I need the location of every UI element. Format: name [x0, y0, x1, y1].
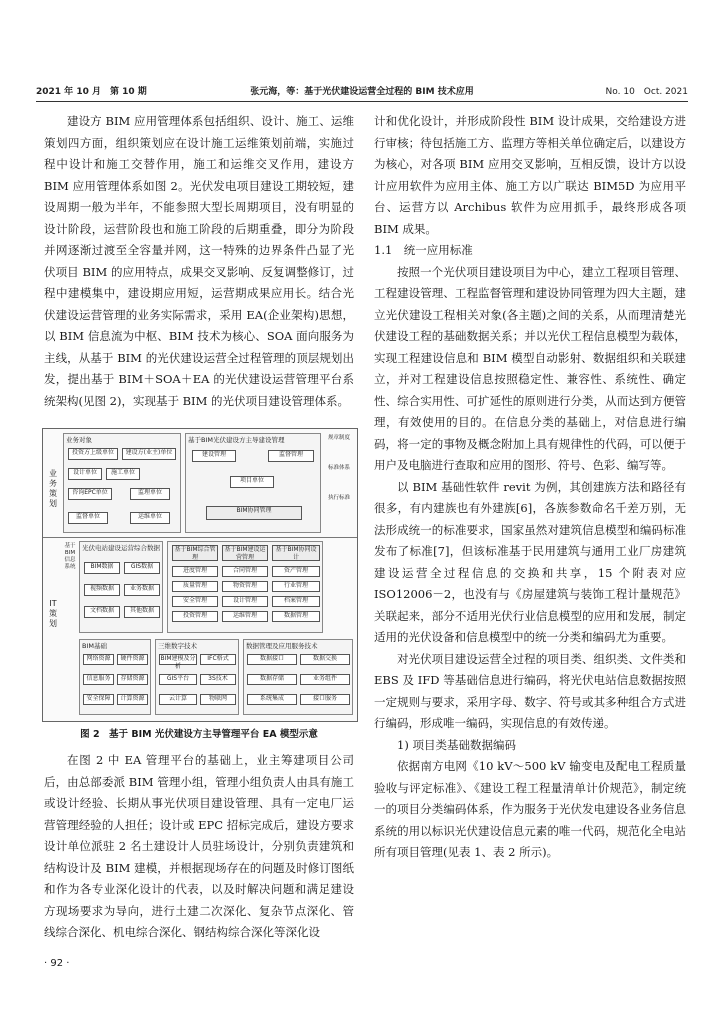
data-box: 其他数据: [124, 606, 160, 618]
platform-box: BIM协同管理: [206, 506, 302, 520]
stakeholder-box: 咨询EPC单位: [68, 488, 112, 500]
module-box: 数据管理: [272, 611, 320, 622]
platform-box: 建设管理: [192, 450, 236, 462]
page-number: · 92 ·: [44, 958, 70, 969]
module-header: 基于BIM建设运营管理: [222, 545, 268, 561]
data-box: 业务数据: [124, 584, 160, 596]
section-heading-1-1: 1.1 统一应用标准: [374, 243, 473, 257]
tech-box: 3S技术: [200, 674, 236, 685]
standards-label: 执行标准: [327, 495, 350, 501]
module-box: 设计管理: [222, 596, 268, 607]
module-box: 档案管理: [272, 596, 320, 607]
tech-box: BIM建模及分析: [160, 655, 196, 670]
header-rule: [36, 101, 688, 102]
base-box: 计算资源: [117, 694, 148, 705]
service-box: 数据接口: [247, 654, 297, 665]
service-box: 数据存储: [247, 674, 297, 685]
bim-base-title: BIM基础: [82, 642, 107, 650]
data-box: BIM数据: [84, 562, 120, 574]
side-label-it: IT策划: [49, 599, 57, 628]
tech-box: IFC格式: [200, 654, 236, 665]
service-box: 接口服务: [300, 694, 350, 705]
platform-group: [185, 433, 321, 533]
bim-info-system-label: 基于 BIM 信息系统: [64, 543, 76, 570]
module-box: 质量管理: [172, 581, 218, 592]
paragraph-design-results: 计和优化设计，并形成阶段性 BIM 设计成果，交给建设方进行审核；待包括施工方、监理方等相关单位确定后，以建设方为核心，对各项 BIM 应用交叉影响，互相反馈，设计方以设计应用软件为应用主体、施工方以广联达 BIM5D 为应用平台、运营方以 Archibus 软件为应用抓手，最终形成各项 BIM 成果。: [374, 114, 686, 236]
header-title: 张元海，等：基于光伏建设运营全过程的 BIM 技术应用: [250, 87, 474, 97]
data-group-title: 光伏电站建设运营综合数据: [82, 544, 160, 552]
module-box: 进度管理: [172, 566, 218, 577]
module-box: 投资管理: [172, 611, 218, 622]
stakeholder-box: 投资方上级单位: [68, 448, 118, 460]
stakeholder-box: 施工单位: [106, 468, 140, 480]
header-issue-en: No. 10 Oct. 2021: [605, 87, 688, 97]
business-objects-group: [63, 433, 181, 533]
paragraph-encoding: 对光伏项目建设运营全过程的项目类、组织类、文件类和 EBS 及 IFD 等基础信息进行编码，将光伏电站信息数据按照一定规则与要求，采用字母、数字、符号或其多种组合方式进行编码，形成唯一编码，实现信息的有效传递。: [374, 651, 686, 730]
data-box: 视频数据: [84, 584, 120, 596]
stakeholder-box: 监督单位: [68, 512, 108, 524]
data-service-group: [243, 639, 353, 715]
modules-group: [167, 541, 323, 633]
standards-label: 标准体系: [327, 465, 350, 471]
right-column: [374, 111, 686, 864]
tech-box: 云计算: [159, 694, 197, 705]
side-label-business: 业务策划: [49, 469, 57, 508]
figure-caption: 图 2 基于 BIM 光伏建设方主导管理平台 EA 模型示意: [80, 729, 318, 740]
platform-title: 基于BIM光伏建设方主导建设管理: [188, 436, 285, 444]
bim-base-group: [79, 639, 151, 715]
service-box: 数据交换: [300, 654, 350, 665]
module-box: 运维管理: [222, 611, 268, 622]
platform-box: 监督管理: [268, 450, 314, 462]
base-box: 硬件资源: [117, 654, 148, 665]
stakeholder-box: 运维单位: [130, 512, 170, 524]
module-box: 行业管理: [272, 581, 320, 592]
standards-label: 规章制度: [327, 435, 350, 441]
tech-group: [155, 639, 239, 715]
tech-title: 三维数字技术: [158, 642, 197, 650]
left-column-bottom: [44, 750, 354, 944]
paragraph-ea-intro: 建设方 BIM 应用管理体系包括组织、设计、施工、运维策划四方面，组织策划应在设计施工运维策划前端，实施过程中设计和施工交替作用，施工和运维交叉作用，建设方 BIM 应用管理体系如图 2。光伏发电项目建设工期较短，建设周期一般为半年，不能参照大型长周期项目，没有明显的设计阶段，运营阶段也和施工阶段的后期重叠，即分为阶段并网逐渐过渡至全容量并网，这一特殊的边界条件凸显了光伏项目 BIM 的应用特点，成果交叉影响、反复调整修订，过程中建模集中，建设期应用短，运营期成果应用长。结合光伏建设运营管理的业务实际需求，采用 EA(企业架构)思想，以 BIM 信息流为中枢、BIM 技术为核心、SOA 面向服务为主线，从基于 BIM 的光伏建设运营全过程管理的顶层规划出发，提出基于 BIM＋SOA＋EA 的光伏建设运营管理平台系统架构(见图 2)，实现基于 BIM 的光伏项目建设管理体系。: [44, 114, 354, 408]
figure-divider: [43, 537, 357, 538]
module-header: 基于BIM综合管理: [172, 545, 218, 561]
platform-box: 项目单位: [230, 476, 274, 488]
paragraph-unified-standard: 按照一个光伏项目建设项目为中心，建立工程项目管理、工程建设管理、工程监督管理和建设协同管理为四大主题，建立光伏建设工程相关对象(各主题)之间的关系，从而理清楚光伏建设工程的基础数据关系；并以光伏工程信息模型为载体，实现工程建设信息和 BIM 模型自动影射、数据组织和关联建立，并对工程建设信息按照稳定性、兼容性、系统性、确定性、综合实用性、可扩延性的原则进行分类，从而达到方便管理，有效使用的目的。在信息分类的基础上，对信息进行编码，将一定的事物及概念附加上具有规律性的代码，可以便于用户及电脑进行查取和应用的图形、符号、色彩、编写等。: [374, 264, 686, 472]
stakeholder-box: 监理单位: [130, 488, 170, 500]
left-column-top: [44, 111, 354, 412]
module-box: 资产管理: [272, 566, 320, 577]
data-box: GIS数据: [124, 562, 160, 574]
header-issue: 2021 年 10 月 第 10 期: [36, 87, 147, 97]
module-header: 基于BIM协同设计: [272, 545, 320, 561]
module-box: 合同管理: [222, 566, 268, 577]
base-box: 网络资源: [83, 654, 114, 665]
module-box: 物资管理: [222, 581, 268, 592]
running-header: [36, 80, 688, 100]
tech-box: 物联网: [200, 694, 236, 705]
data-service-title: 数据管理及应用服务技术: [246, 642, 318, 650]
paragraph-bim-team: 在图 2 中 EA 管理平台的基础上，业主筹建项目公司后，由总部委派 BIM 管理小组，管理小组负责人由具有施工或设计经验、长期从事光伏项目建设管理、具有一定电厂运营管理经验的人担任；设计或 EPC 招标完成后，建设方要求设计单位派驻 2 名土建设计人员驻场设计，分别负责建筑和结构设计及 BIM 建模，并根据现场存在的问题及时修订图纸和作为各专业深化设计的代表，以及时解决问题和满足建设方现场要求为导向，进行土建二次深化、复杂节点深化、管线综合深化、机电综合深化、钢结构综合深化等深化设: [44, 753, 354, 939]
figure-2-ea-model: [42, 428, 358, 722]
subheading-project-coding: 1) 项目类基础数据编码: [397, 737, 516, 752]
module-box: 安全管理: [172, 596, 218, 607]
base-box: 安全保障: [83, 694, 114, 705]
stakeholder-box: 设计单位: [68, 468, 102, 480]
tech-box: GIS平台: [159, 674, 197, 685]
business-objects-title: 业务对象: [66, 436, 92, 444]
service-box: 业务组件: [300, 674, 350, 685]
service-box: 系统集成: [247, 694, 297, 705]
base-box: 存储资源: [117, 674, 148, 685]
paragraph-project-coding: 依据南方电网《10 kV～500 kV 输变电及配电工程质量验收与评定标准》、《建设工程工程量清单计价规范》，制定统一的项目分类编码体系，作为服务于光伏发电建设各业务信息系统的用以标识光伏建设信息元素的唯一代码，规范化全电站所有项目管理(见表 1、表 2 所示)。: [374, 759, 686, 859]
paragraph-revit-example: 以 BIM 基础性软件 revit 为例，其创建族方法和路径有很多，有内建族也有外建族[6]，各族参数命名千差万别，无法形成统一的标准要求，国家虽然对建筑信息模型和编码标准发布了标准[7]，但该标准基于民用建筑与通用工业厂房建筑建设运营全过程信息的交换和共享，15 个附表对应 ISO12006－2，也没有与《房屋建筑与装饰工程计量规范》关联起来，部分不适用光伏行业信息模型的应用和发展，制定适用的光伏设备和信息模型中的统一分类和编码尤为重要。: [374, 479, 686, 644]
data-group: [79, 541, 163, 633]
stakeholder-box: 建设方(业主)单位: [122, 448, 176, 460]
data-box: 文档数据: [84, 606, 120, 618]
base-box: 信息服务: [83, 674, 114, 685]
